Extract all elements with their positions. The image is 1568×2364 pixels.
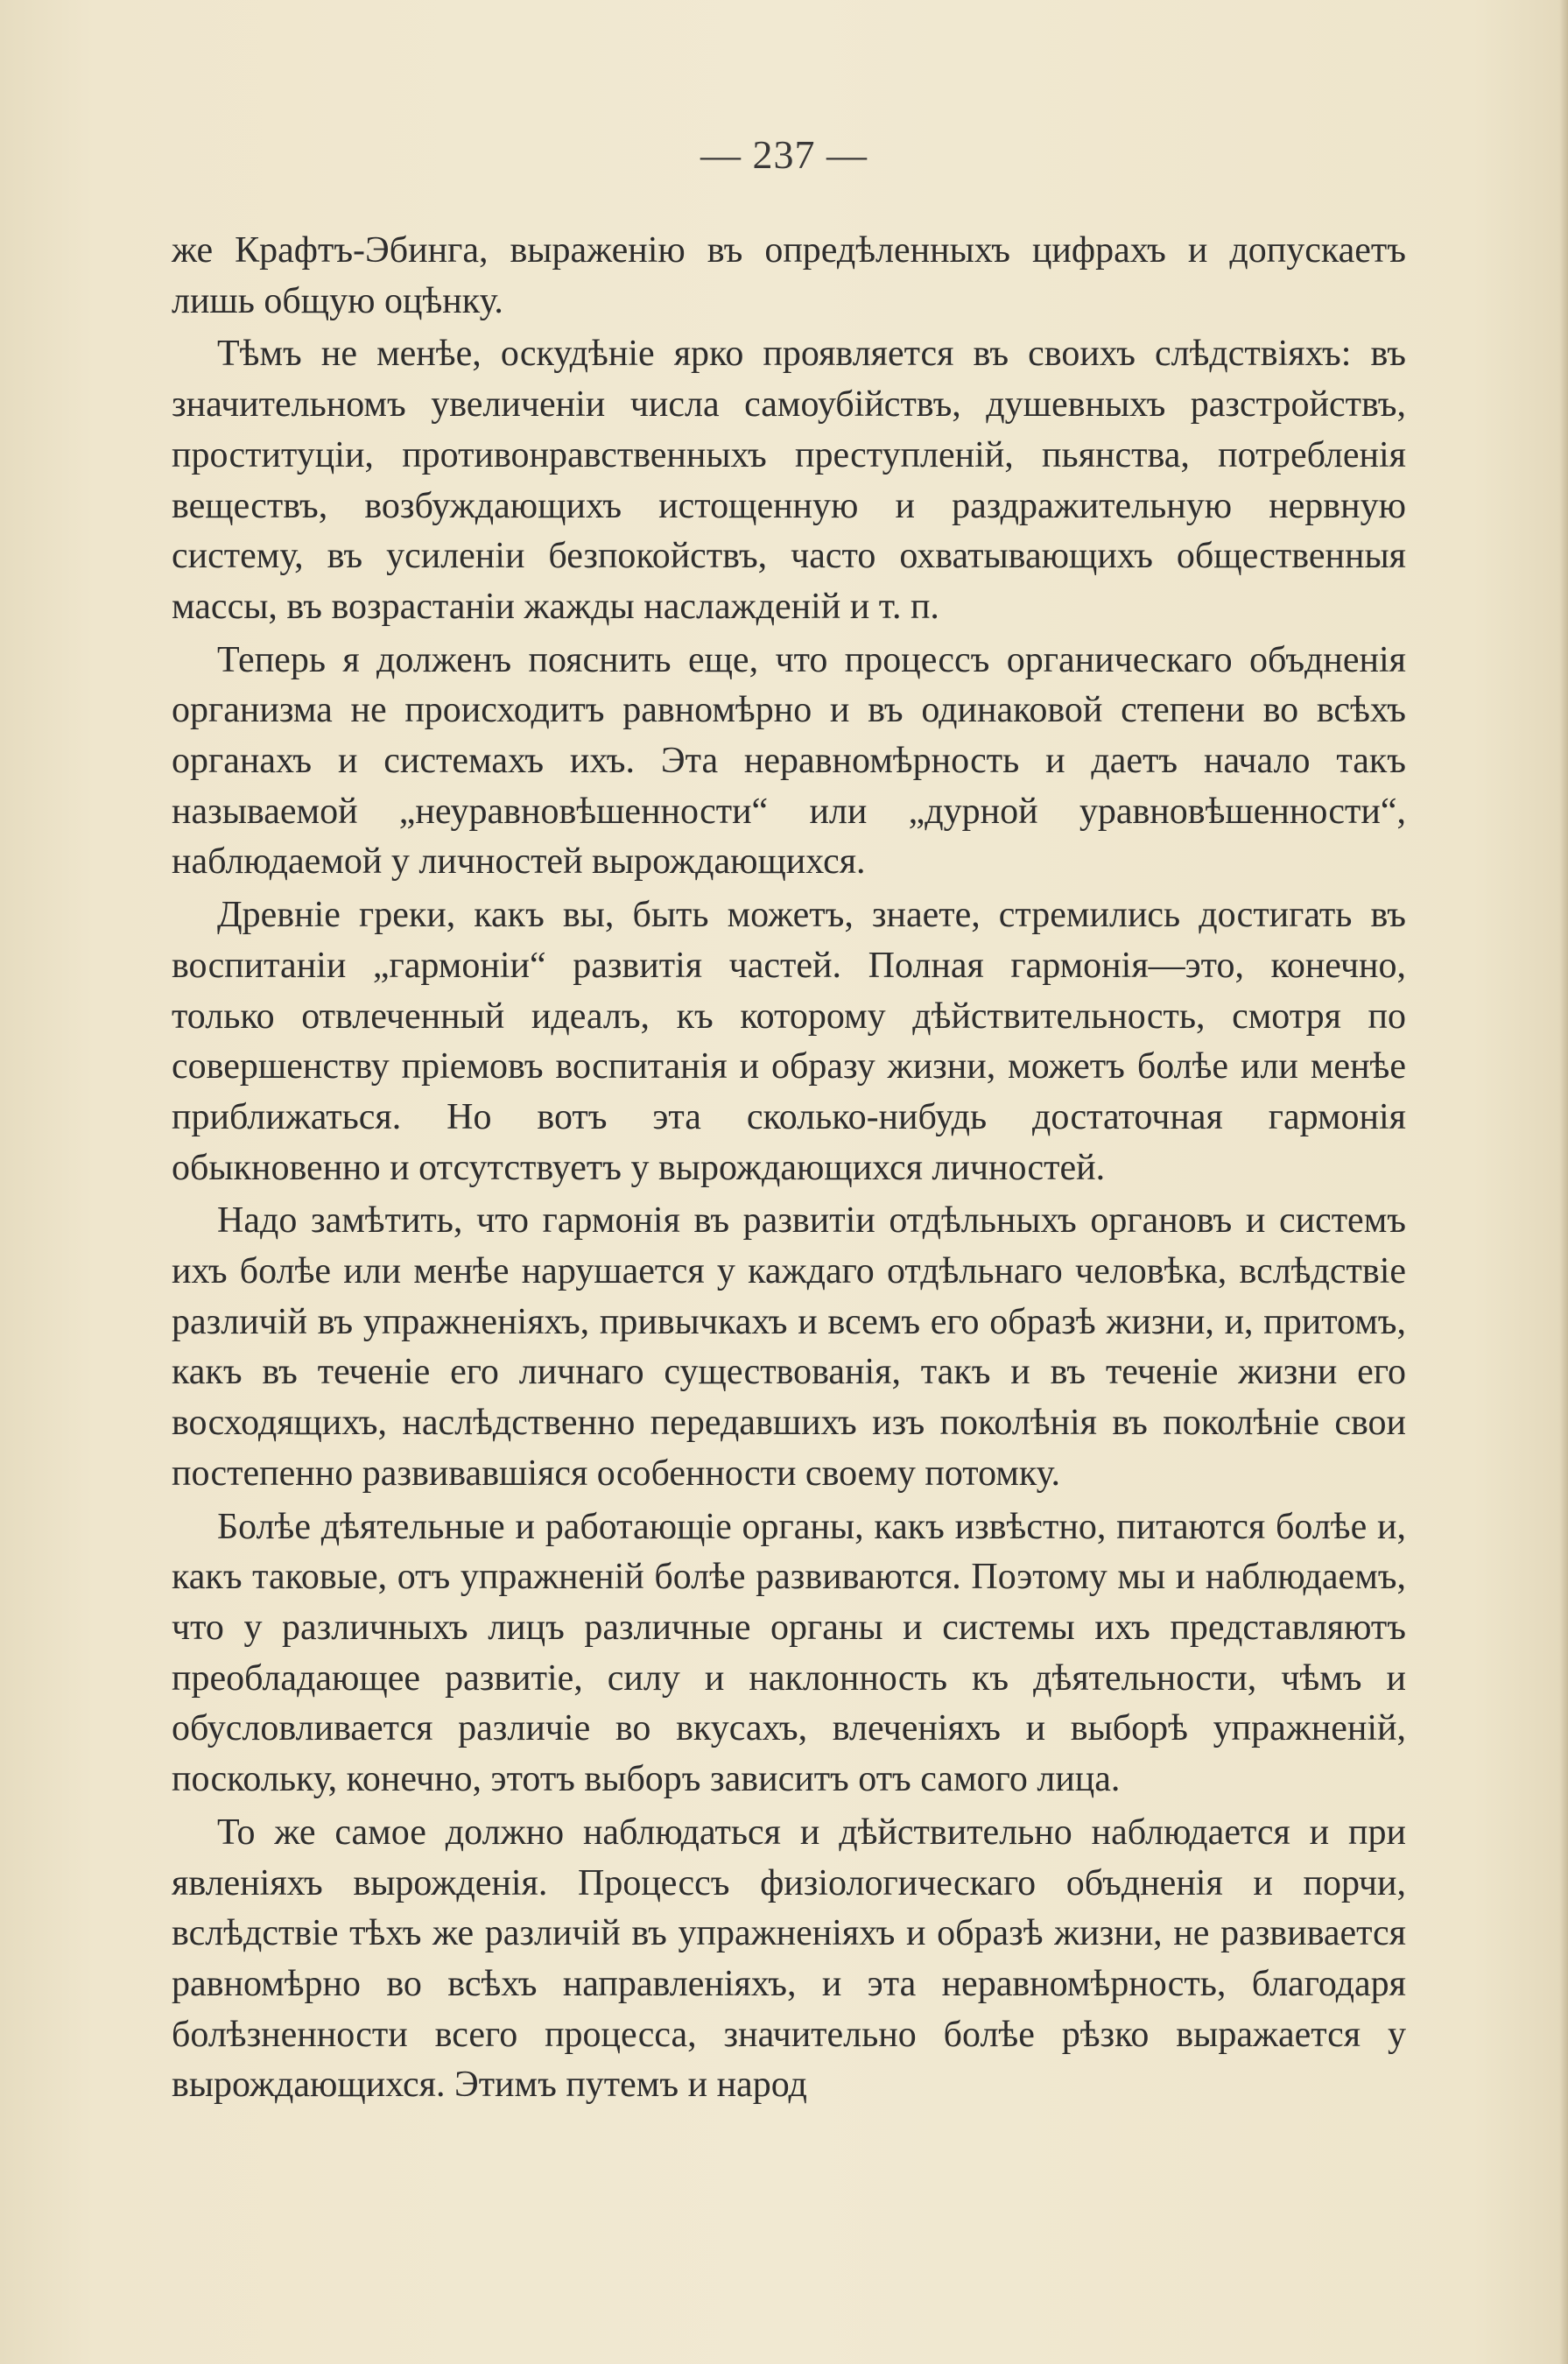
page-edge-shadow — [1559, 0, 1568, 2364]
paragraph-impoverishment-consequences: Тѣмъ не менѣе, оскудѣніе ярко проявляется въ своихъ слѣдствіяхъ: въ значительномъ увеличеніи числа самоубійствъ, душевныхъ разстройствъ, проституціи, противонравственныхъ преступленій, пьянства, потребленія веществъ, возбуждающихъ истощенную и раздражительную нервную систему, въ усиленіи безпокойствъ, часто охватывающихъ общественныя массы, въ возрастаніи жажды наслажденій и т. п. — [172, 334, 1406, 627]
paragraph-active-organs: Болѣе дѣятельные и работающіе органы, какъ извѣстно, питаются болѣе и, какъ таковые, отъ упражненій болѣе развиваются. Поэтому мы и наблюдаемъ, что у различныхъ лицъ различные органы и системы ихъ представляютъ преобладающее развитіе, силу и наклонность къ дѣятельности, чѣмъ и обусловливается различіе во вкусахъ, влеченіяхъ и выборѣ упражненій, поскольку, конечно, этотъ выборъ зависитъ отъ самого лица. — [172, 1506, 1406, 1800]
paragraph-continuation: же Крафтъ-Эбинга, выраженію въ опредѣленныхъ цифрахъ и допускаетъ лишь общую оцѣнку. — [172, 230, 1406, 321]
paragraph-greek-harmony: Древніе греки, какъ вы, быть можетъ, знаете, стремились достигать въ воспитаніи „гармоніи“ развитія частей. Полная гармонія—это, конечно, только отвлеченный идеалъ, къ которому дѣйствительность, смотря по совершенству пріемовъ воспитанія и образу жизни, можетъ болѣе или менѣе приближаться. Но вотъ эта сколько-нибудь достаточная гармонія обыкновенно и отсутствуетъ у вырождающихся личностей. — [172, 895, 1406, 1188]
page-number: — 237 — — [700, 132, 868, 177]
paragraph-harmony-disruption: Надо замѣтить, что гармонія въ развитіи отдѣльныхъ органовъ и системъ ихъ болѣе или менѣе нарушается у каждаго отдѣльнаго человѣка, вслѣдствіе различій въ упражненіяхъ, привычкахъ и всемъ его образѣ жизни, и, притомъ, какъ въ теченіе его личнаго существованія, такъ и въ теченіе жизни его восходящихъ, наслѣдственно передавшихъ изъ поколѣнія въ поколѣніе свои постепенно развивавшіяся особенности своему потомку. — [172, 1200, 1406, 1494]
paragraph-degeneration-phenomena: То же самое должно наблюдаться и дѣйствительно наблюдается и при явленіяхъ вырожденія. Процессъ физіологическаго объдненія и порчи, вслѣдствіе тѣхъ же различій въ упражненіяхъ и образѣ жизни, не развивается равномѣрно во всѣхъ направленіяхъ, и эта неравномѣрность, благодаря болѣзненности всего процесса, значительно болѣе рѣзко выражается у вырождающихся. Этимъ путемъ и народ — [172, 1812, 1406, 2106]
body-text — [172, 226, 1406, 2114]
paragraph-uneven-process: Теперь я долженъ пояснить еще, что процессъ органическаго объдненія организма не происходитъ равномѣрно и въ одинаковой степени во всѣхъ органахъ и системахъ ихъ. Эта неравномѣрность и даетъ начало такъ называемой „неуравновѣшенности“ или „дурной уравновѣшенности“, наблюдаемой у личностей вырождающихся. — [172, 639, 1406, 883]
